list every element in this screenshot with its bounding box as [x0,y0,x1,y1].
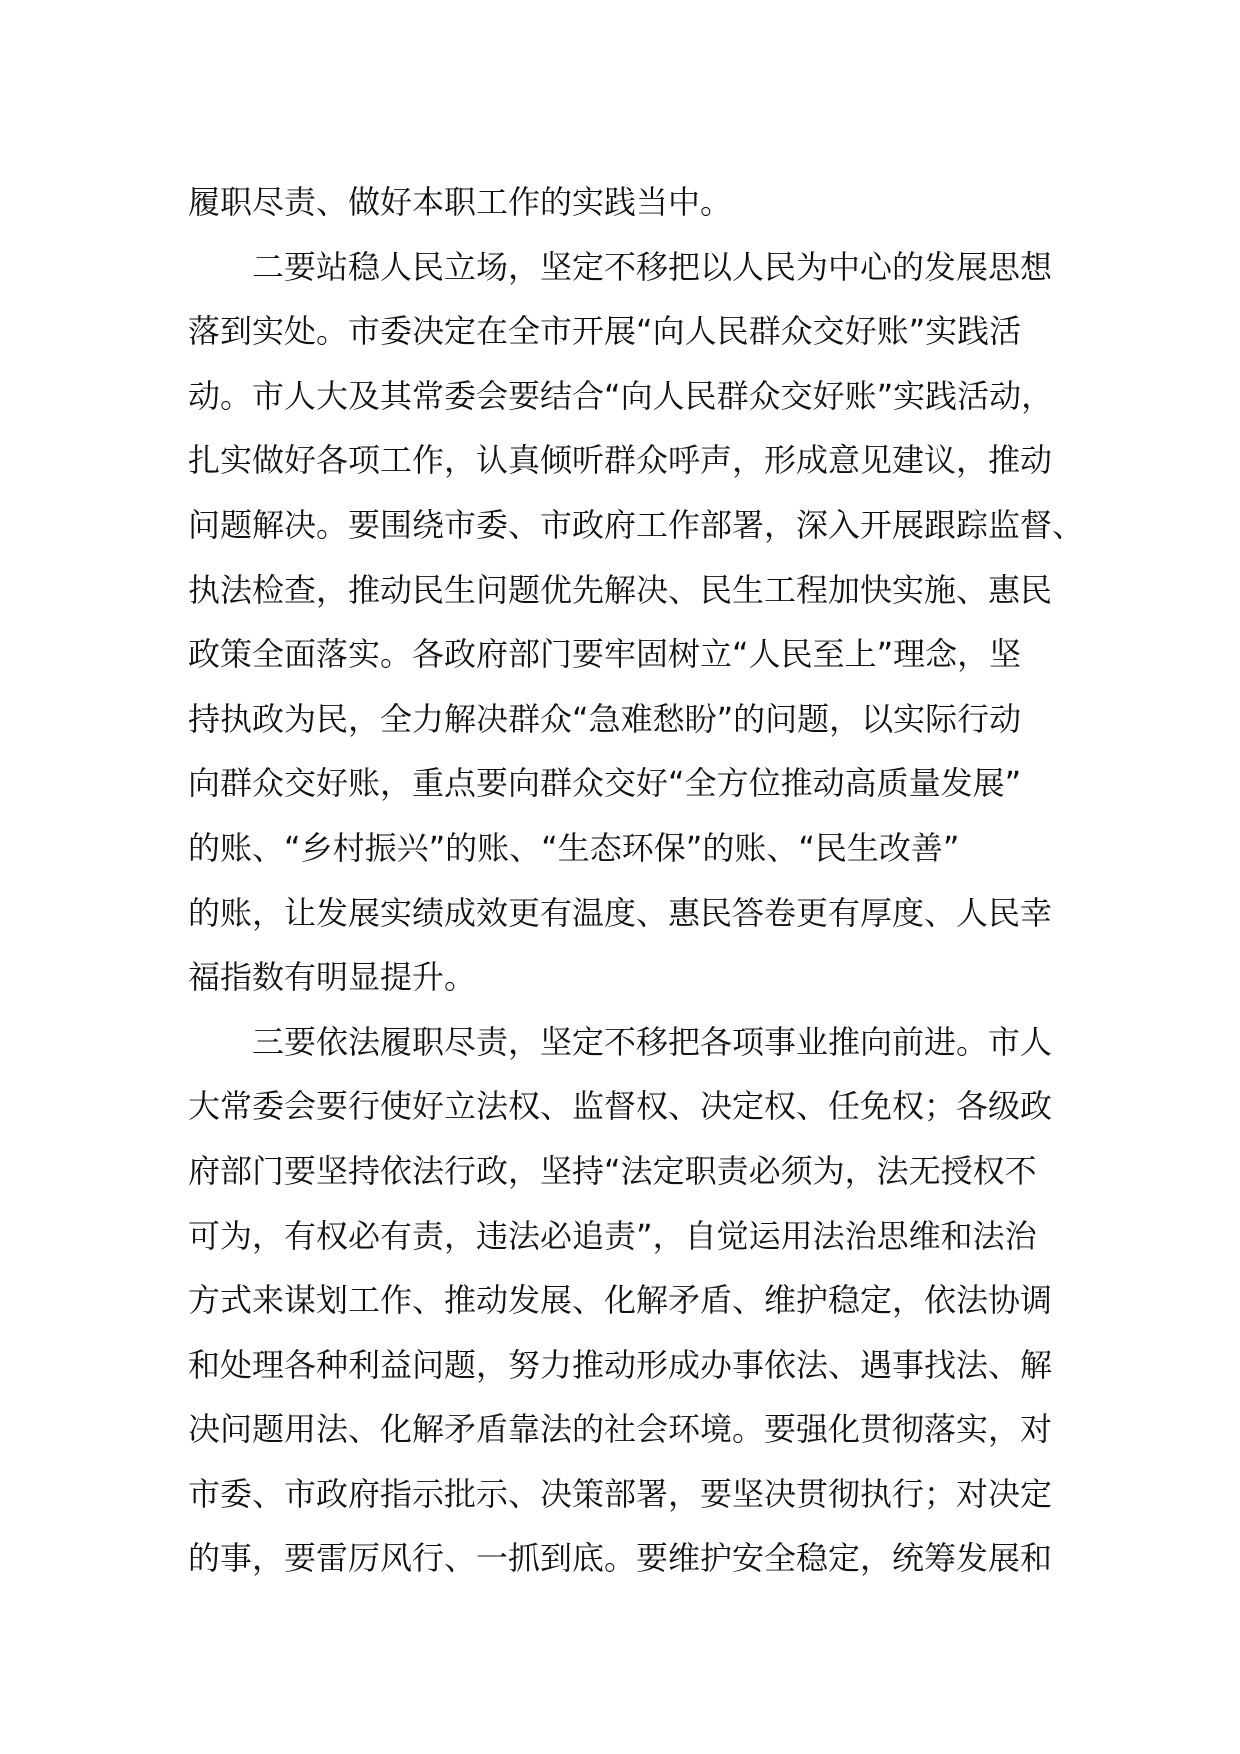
text-line: 方式来谋划工作、推动发展、化解矛盾、维护稳定，依法协调 [188,1281,1053,1320]
text-line: 动。市人大及其常委会要结合“向人民群众交好账”实践活动， [188,376,1054,415]
text-line: 府部门要坚持依法行政，坚持“法定职责必须为，法无授权不 [188,1151,1037,1190]
text-line: 和处理各种利益问题，努力推动形成办事依法、遇事找法、解 [188,1345,1053,1384]
text-line: 问题解决。要围绕市委、市政府工作部署，深入开展跟踪监督、 [188,505,1085,544]
text-line: 市委、市政府指示批示、决策部署，要坚决贯彻执行；对决定 [188,1474,1053,1513]
paragraph-start-line: 二要站稳人民立场，坚定不移把以人民为中心的发展思想 [252,247,1053,286]
text-line: 福指数有明显提升。 [188,958,477,997]
paragraph-start-line: 三要依法履职尽责，坚定不移把各项事业推向前进。市人 [252,1022,1053,1061]
text-line: 可为，有权必有责，违法必追责”，自觉运用法治思维和法治 [188,1216,1037,1255]
text-line: 扎实做好各项工作，认真倾听群众呼声，形成意见建议，推动 [188,441,1053,480]
text-line: 的账、“乡村振兴”的账、“生态环保”的账、“民生改善” [188,828,960,867]
body-text [188,170,1085,1591]
text-line: 履职尽责、做好本职工作的实践当中。 [188,183,733,221]
text-line: 政策全面落实。各政府部门要牢固树立“人民至上”理念，坚 [188,635,1022,674]
text-line: 落到实处。市委决定在全市开展“向人民群众交好账”实践活 [188,312,1022,351]
text-line: 执法检查，推动民生问题优先解决、民生工程加快实施、惠民 [188,570,1053,609]
text-line: 的账，让发展实绩成效更有温度、惠民答卷更有厚度、人民幸 [188,893,1053,932]
text-line: 决问题用法、化解矛盾靠法的社会环境。要强化贯彻落实，对 [188,1410,1053,1449]
text-line: 向群众交好账，重点要向群众交好“全方位推动高质量发展” [188,764,1022,803]
text-line: 的事，要雷厉风行、一抓到底。要维护安全稳定，统筹发展和 [188,1539,1053,1578]
text-line: 大常委会要行使好立法权、监督权、决定权、任免权；各级政 [188,1087,1053,1126]
text-line: 持执政为民，全力解决群众“急难愁盼”的问题，以实际行动 [188,699,1022,738]
